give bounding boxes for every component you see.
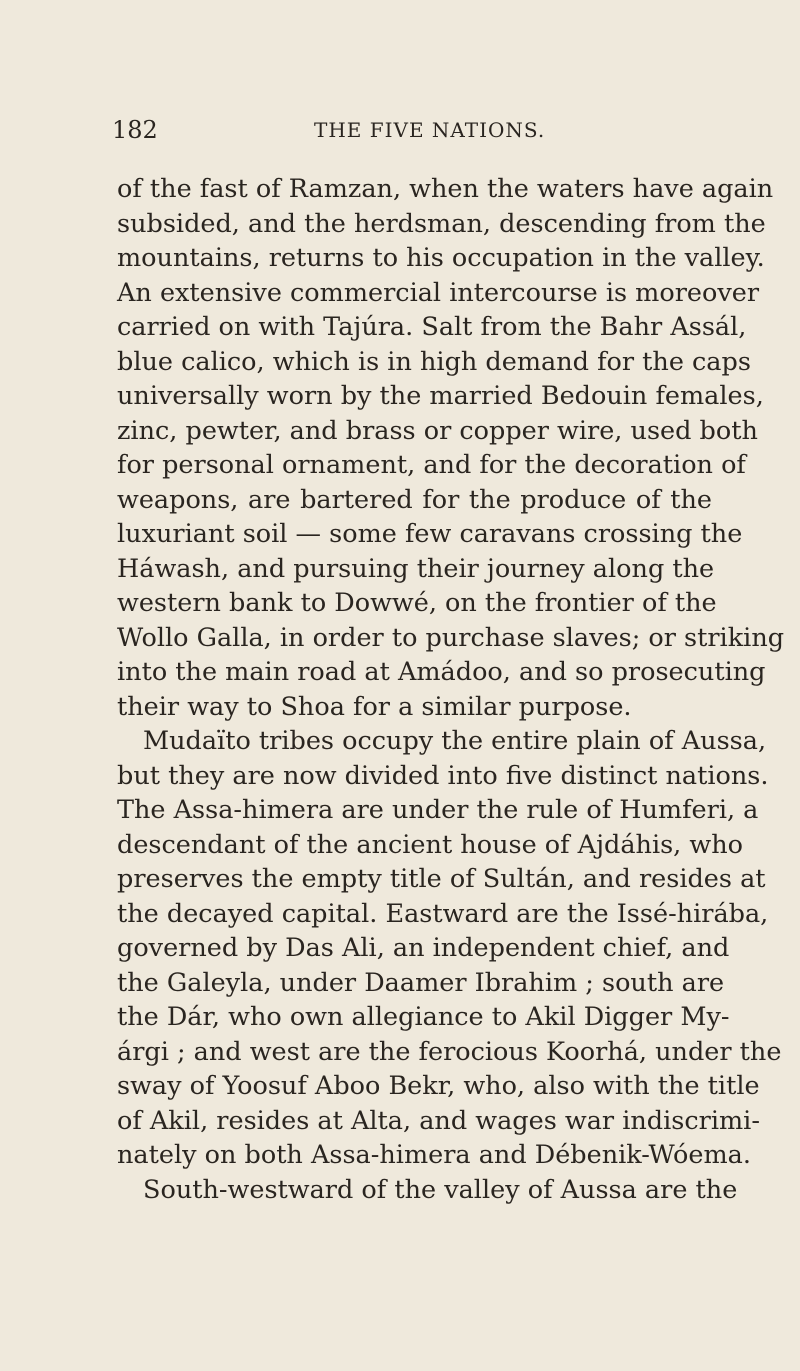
text-line: but they are now divided into five distinct nations. (117, 760, 769, 791)
page-number: 182 (112, 116, 158, 144)
text-line: into the main road at Amádoo, and so prosecuting (117, 657, 766, 687)
text-line: their way to Shoa for a similar purpose. (117, 691, 632, 722)
text-line: the Galeyla, under Daamer Ibrahim ; south are (117, 967, 725, 998)
text-line: árgi ; and west are the ferocious Koorhá, under the (117, 1036, 782, 1067)
text-line: universally worn by the married Bedouin females, (117, 381, 764, 411)
text-line: western bank to Dowwé, on the frontier of the (117, 588, 717, 618)
text-line: The Assa-himera are under the rule of Humferi, a (117, 795, 759, 825)
text-line: An extensive commercial intercourse is moreover (117, 277, 760, 308)
text-line: for personal ornament, and for the decoration of (117, 450, 746, 480)
text-line: descendant of the ancient house of Ajdáhis, who (117, 829, 743, 860)
text-line: blue calico, which is in high demand for the caps (117, 346, 751, 377)
text-line: carried on with Tajúra. Salt from the Bahr Assál, (117, 312, 747, 342)
text-line: Háwash, and pursuing their journey along the (117, 553, 715, 584)
body-text (117, 172, 785, 1207)
text-line: luxuriant soil — some few caravans crossing the (117, 519, 743, 549)
text-line: nately on both Assa-himera and Débenik-Wóema. (117, 1140, 751, 1170)
text-line: governed by Das Ali, an independent chief, and (117, 933, 730, 963)
text-line: zinc, pewter, and brass or copper wire, used both (117, 415, 758, 446)
running-title: THE FIVE NATIONS. (314, 118, 546, 142)
text-line: of the fast of Ramzan, when the waters have again (117, 174, 774, 204)
text-line: mountains, returns to his occupation in the valley. (117, 243, 765, 273)
text-line: the decayed capital. Eastward are the Issé-hirába, (117, 898, 769, 929)
text-line: the Dár, who own allegiance to Akil Digger My- (117, 1002, 730, 1032)
text-line: Mudaïto tribes occupy the entire plain of Aussa, (143, 726, 767, 756)
text-line: subsided, and the herdsman, descending from the (117, 208, 766, 239)
text-line: sway of Yoosuf Aboo Bekr, who, also with the title (117, 1071, 760, 1101)
running-head (112, 110, 712, 150)
text-line: Wollo Galla, in order to purchase slaves; or striking (117, 622, 785, 653)
text-line: preserves the empty title of Sultán, and resides at (117, 864, 766, 894)
text-line: weapons, are bartered for the produce of the (117, 484, 712, 515)
text-line: of Akil, resides at Alta, and wages war indiscrimi- (117, 1105, 760, 1136)
text-line: South-westward of the valley of Aussa are the (143, 1174, 738, 1205)
